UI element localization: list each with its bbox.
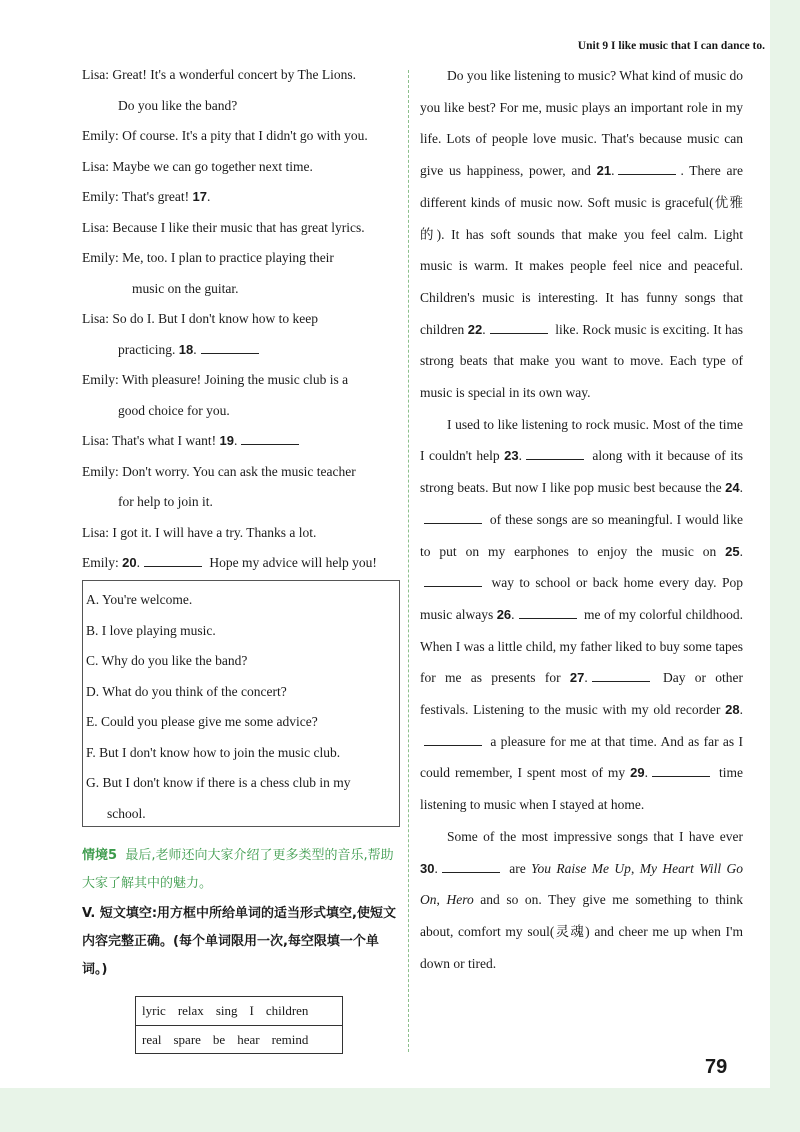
answer-blank[interactable] [652, 764, 710, 777]
question-number: 23 [504, 448, 519, 464]
passage-text: , [436, 892, 447, 908]
dialogue-line: Emily: With pleasure! Joining the music club is a [82, 372, 349, 387]
question-number: 21 [596, 163, 612, 179]
passage-text: Do you like listening to music? What kind of music do you like best? For me, music plays an important role in my life. Lots of people love music. That's because music can give us happiness, power, and [420, 68, 743, 179]
word-item: relax [177, 1003, 204, 1018]
option-g: G. But I don't know if there is a chess club in my [86, 775, 351, 790]
answer-blank[interactable] [241, 432, 299, 445]
passage-text: I used to like listening to rock music. Most of the time I couldn't help [420, 416, 743, 464]
question-number: 30 [420, 860, 435, 876]
option-d: D. What do you think of the concert? [86, 683, 287, 699]
dialogue-line: Lisa: I got it. I will have a try. Thanks a lot. [82, 524, 317, 540]
dialogue-column [82, 60, 402, 579]
question-number: 19 [219, 433, 234, 448]
passage-text: of these songs are so meaningful. I would like to put on my earphones to enjoy the music on [420, 511, 743, 559]
word-item: sing [215, 1003, 238, 1018]
passage-text: time listening to music when I stayed at home. [420, 765, 743, 813]
passage-text: are [503, 860, 532, 876]
answer-blank[interactable] [526, 447, 584, 460]
scenario-note [82, 842, 402, 898]
word-item: hear [237, 1032, 260, 1047]
answer-blank[interactable] [618, 162, 676, 175]
dialogue-text: practicing. [118, 341, 179, 357]
scenario-text: 最后,老师还向大家介绍了更多类型的音乐,帮助大家了解其中的魅力。 [82, 848, 394, 891]
page-edge-right [770, 0, 800, 1090]
passage-text: and so on. They give me something to think about, comfort my soul(灵魂) and cheer me up when I'm down or tired. [420, 892, 743, 971]
section-instruction: V. 短文填空:用方框中所给单词的适当形式填空,使短文内容完整正确。(每个单词限用一次,每空限填一个单词。) [82, 906, 396, 977]
question-number: 20 [122, 555, 137, 570]
dialogue-line: Emily: Of course. It's a pity that I didn't go with you. [82, 128, 368, 143]
dialogue-line: music on the guitar. [132, 280, 239, 296]
dialogue-line: Lisa: Maybe we can go together next time. [82, 158, 313, 174]
dialogue-line: Lisa: That's what I want! 19. [82, 426, 402, 457]
answer-blank[interactable] [592, 669, 650, 682]
page-number: 79 [705, 1056, 728, 1078]
answer-blank[interactable] [424, 733, 482, 746]
answer-blank[interactable] [424, 511, 482, 524]
question-number: 29 [630, 765, 645, 781]
dialogue-line: good choice for you. [118, 402, 230, 418]
option-a: A. You're welcome. [86, 592, 193, 607]
option-g-cont: school. [107, 805, 146, 821]
song-title: My Heart Will Go On [420, 860, 743, 908]
dialogue-text: Emily: That's great! [82, 189, 193, 204]
options-box [82, 580, 400, 827]
passage-paragraph: Do you like listening to music? What kind of music do you like best? For me, music plays an important role in my life. Lots of people love music. That's because music can give us happiness, power, and 21. . There are different kinds of music now. Soft music is graceful(优雅的). It has soft sounds that make you feel calm. Light music is warm. It makes people feel nice and peaceful. Children's music is interesting. It has funny songs that children 22. like. Rock music is exciting. It has strong beats that make you want to move. Each type of music is special in its own way. [420, 68, 743, 401]
word-item: real [142, 1032, 162, 1047]
answer-blank[interactable] [490, 321, 548, 334]
passage-text: Day or other festivals. Listening to the music with my old recorder [420, 670, 743, 718]
word-box [135, 996, 343, 1054]
column-divider [408, 70, 409, 1052]
passage-text: . There are different kinds of music now. Soft music is graceful(优雅的). It has soft sounds that make you feel calm. Light music is warm. It makes people feel nice and peaceful. Children's music is interesting. It has funny songs that children [420, 163, 743, 337]
passage-text: along with it because of its strong beats. But now I like pop music best because the [420, 448, 743, 496]
question-number: 25 [725, 543, 740, 559]
question-number: 18 [178, 341, 194, 357]
song-title: You Raise Me Up [531, 860, 631, 876]
question-number: 22 [467, 321, 483, 337]
option-b: B. I love playing music. [86, 622, 216, 638]
running-head: Unit 9 I like music that I can dance to. [577, 40, 765, 52]
song-title: Hero [446, 892, 474, 908]
answer-blank[interactable] [424, 574, 482, 587]
word-item: lyric [142, 1003, 166, 1018]
passage-paragraph: I used to like listening to rock music. Most of the time I couldn't help 23. along with it because of its strong beats. But now I like pop music best because the 24. of these songs are so meaningful. I would like to put on my earphones to enjoy the music on 25. way to school or back home every day. Pop music always 26. me of my colorful childhood. When I was a little child, my father liked to buy some tapes for me as presents for 27. Day or other festivals. Listening to the music with my old recorder 28. a pleasure for me at that time. And as far as I could remember, I spent most of my 29. time listening to music when I stayed at home. [420, 416, 743, 813]
option-f: F. But I don't know how to join the music club. [86, 744, 341, 760]
question-number: 26 [496, 606, 512, 622]
word-row [136, 997, 342, 1025]
answer-blank[interactable] [442, 860, 500, 873]
dialogue-line: Lisa: Because I like their music that has great lyrics. [82, 219, 365, 235]
answer-blank[interactable] [144, 554, 202, 567]
word-item: spare [173, 1032, 201, 1047]
option-e: E. Could you please give me some advice? [86, 714, 318, 729]
word-item: children [265, 1003, 309, 1018]
word-row [136, 1025, 342, 1054]
dialogue-text: Hope my advice will help you! [205, 555, 377, 570]
answer-blank[interactable] [201, 341, 259, 354]
question-number: 17 [192, 189, 207, 204]
dialogue-line: Emily: Me, too. I plan to practice playing their [82, 250, 334, 265]
dialogue-text: Emily: [82, 555, 123, 570]
dialogue-line: Lisa: Great! It's a wonderful concert by The Lions. [82, 67, 356, 82]
word-item: be [212, 1032, 226, 1047]
word-item: I [249, 1003, 254, 1018]
passage-text: Some of the most impressive songs that I have ever [447, 828, 743, 844]
dialogue-line: for help to join it. [118, 494, 213, 509]
option-c: C. Why do you like the band? [86, 653, 248, 668]
passage-column [420, 60, 743, 979]
dialogue-line: Emily: Don't worry. You can ask the music teacher [82, 463, 356, 479]
dialogue-text: Lisa: That's what I want! [82, 433, 220, 448]
passage-text: , [630, 860, 640, 876]
dialogue-line: Emily: That's great! 17. [82, 189, 211, 204]
dialogue-line: Do you like the band? [118, 97, 238, 113]
passage-text: a pleasure for me at that time. And as far as I could remember, I spent most of my [420, 733, 743, 781]
page-edge-bottom [0, 1088, 800, 1132]
answer-blank[interactable] [519, 606, 577, 619]
passage-text: way to school or back home every day. Pop music always [420, 575, 743, 622]
question-number: 27 [569, 670, 585, 686]
scenario-tag: 情境5 [82, 848, 118, 863]
passage-text: me of my colorful childhood. When I was a little child, my father liked to buy some tapes for me as presents for [420, 606, 743, 686]
question-number: 24 [725, 480, 740, 496]
dialogue-line: Lisa: So do I. But I don't know how to keep [82, 311, 319, 326]
question-number: 28 [725, 702, 740, 718]
passage-text: like. Rock music is exciting. It has strong beats that make you want to move. Each type of music is special in its own way. [420, 321, 743, 401]
dialogue-line: practicing. 18. [82, 335, 402, 366]
dialogue-line: Emily: 20. Hope my advice will help you! [82, 555, 377, 570]
word-item: remind [271, 1032, 309, 1047]
passage-paragraph: Some of the most impressive songs that I have ever 30. are You Raise Me Up, My Heart Will Go On, Hero and so on. They give me something to think about, comfort my soul(灵魂) and cheer me up when I'm down or tired. [420, 828, 743, 971]
